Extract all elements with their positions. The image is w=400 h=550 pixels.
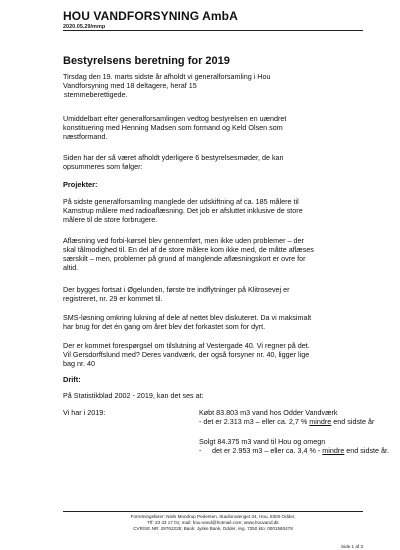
projects-paragraph-1	[63, 197, 363, 224]
footer-line: CVR/SE NR: 29762228; Bank: Jyske Bank, Odder, reg. 7250 kto: 0001580478	[133, 526, 293, 531]
footer-line: Tlf: 23 43 17 01; mail: hou-vand@hotmail.com; www.houvand.dk	[147, 520, 279, 525]
text-line: Tirsdag den 19. marts sidste år afholdt vi generalforsamling i Hou	[63, 72, 271, 81]
text-span: det er 2.953 m3 – eller ca. 3,4 % -	[212, 446, 321, 455]
projects-paragraph-5	[63, 341, 363, 368]
text-span: - det er 2.313 m3 – eller ca. 2,7 %	[199, 417, 308, 426]
projects-paragraph-4	[63, 313, 363, 331]
text-line: Købt 83.803 m3 vand hos Odder Vandværk	[199, 408, 338, 417]
projects-heading: Projekter:	[63, 180, 98, 189]
text-line: Der bygges fortsat i Øgelunden, første tre indflytninger på Klitrosevej er	[63, 285, 290, 294]
sold-water-stat	[199, 437, 389, 455]
text-line: har brug for det én gang om året blev det forkastet som for dyrt.	[63, 322, 266, 331]
organization-name: HOU VANDFORSYNING AmbA	[63, 9, 238, 23]
footer-line: Forretningsfører: Niels Mondrup Pedersen, Stadionvænget 34, Hou, 8300 Odder,	[130, 514, 296, 519]
text-line: skal tålmodighed til. En del af de store målere kom ikke med, de måtte aflæses	[63, 245, 314, 254]
text-line: Umiddelbart efter generalforsamlingen vedtog bestyrelsen en uændret	[63, 114, 287, 123]
operation-year-label: Vi har i 2019:	[63, 408, 106, 417]
bought-water-stat	[199, 408, 374, 426]
text-span: end sidste år	[333, 417, 375, 426]
intro-paragraph-1	[63, 72, 363, 99]
page-title: Bestyrelsens beretning for 2019	[63, 55, 230, 67]
text-line: Der er kommet forespørgsel om tilslutning af Vestergade 40. Vi regner på det.	[63, 341, 310, 350]
text-line: På sidste generalforsamling manglede der udskiftning af ca. 185 målere til	[63, 197, 299, 206]
text-line: altid.	[63, 263, 79, 272]
text-line: stemmeberettigede.	[64, 90, 128, 99]
operation-intro	[63, 391, 363, 400]
text-line: opsummeres som følger:	[63, 162, 143, 171]
text-line: Vandforsyning med 18 deltagere, heraf 15	[63, 81, 197, 90]
projects-paragraph-3	[63, 285, 363, 303]
text-line: Vil Gersdorffslund med? Deres vandværk, der også forsyner nr. 40, ligger lige	[63, 350, 310, 359]
text-line: registreret, nr. 29 er kommet til.	[63, 294, 163, 303]
text-line: På Statistikblad 2002 - 2019, kan det ses at:	[63, 391, 204, 400]
text-line: Kamstrup målere med radioaflæsning. Det job er afsluttet inklusive de store	[63, 206, 303, 215]
text-line: målere til de store forbrugere.	[63, 215, 158, 224]
text-line: Aflæsning ved forbi-kørsel blev gennemført, men ikke uden problemer – der	[63, 236, 304, 245]
underlined-word: mindre	[322, 446, 345, 455]
text-line	[199, 417, 374, 426]
operation-heading: Drift:	[63, 375, 81, 384]
underlined-word: mindre	[309, 417, 332, 426]
page-number: Side 1 af 3	[341, 544, 363, 549]
text-line: særskilt – men, problemer på grund af manglende aflæsningskort er ovre for	[63, 254, 306, 263]
text-line: konstituering med Henning Madsen som formand og Keld Olsen som	[63, 123, 283, 132]
text-span: end sidste år.	[346, 446, 390, 455]
bullet-dash: -	[199, 446, 202, 455]
text-line: næstformand.	[63, 132, 108, 141]
footer	[63, 514, 363, 532]
intro-paragraph-3	[63, 153, 363, 171]
text-line	[199, 446, 389, 455]
document-reference: 2020.05.29/mmp	[63, 24, 106, 30]
header-divider	[63, 30, 363, 31]
text-line: SMS-løsning omkring lukning af dele af nettet blev diskuteret. Da vi maksimalt	[63, 313, 312, 322]
text-line: Siden har der så været afholdt yderligere 6 bestyrelsesmøder, de kan	[63, 153, 284, 162]
intro-paragraph-2	[63, 114, 363, 141]
text-line: bag nr. 40	[63, 359, 95, 368]
projects-paragraph-2	[63, 236, 363, 272]
text-line: Solgt 84.375 m3 vand til Hou og omegn	[199, 437, 326, 446]
footer-divider	[63, 511, 363, 512]
